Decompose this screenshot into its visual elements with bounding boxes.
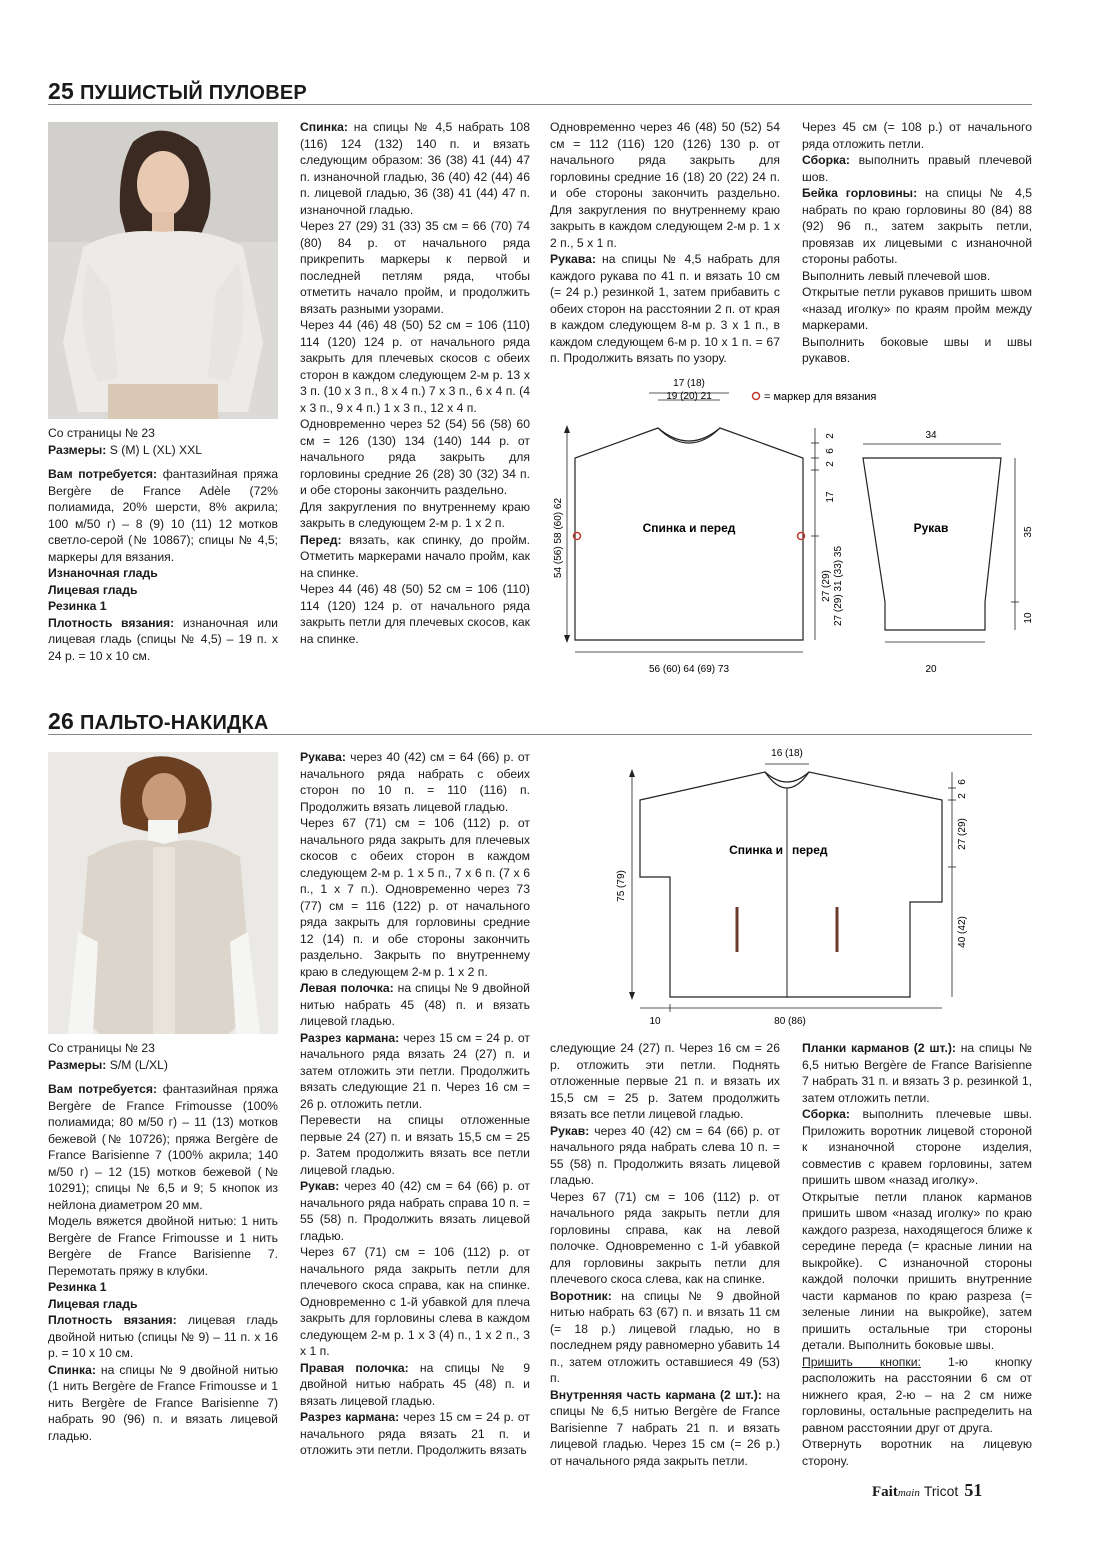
dim-right-2a: 2 [825,433,836,439]
brand-main: main [897,1487,920,1499]
materials-value: фантазийная пряжа Bergère de France Adèle (72% полиамида, 20% шерсти, 8% акрила; 100 м/50 г) – 8 (9) 10 (11) 12 мотков светло-серой (№ 10867); спицы № 4,5; маркеры для вязания. [48,467,278,564]
paragraph [550,1189,780,1288]
paragraph [300,1112,530,1178]
paragraph [300,317,530,416]
pullover-photo [48,122,278,419]
marker-legend-icon [753,393,760,400]
paragraph-label: Спинка: [300,120,348,134]
paragraph [300,1360,530,1410]
paragraph-text: вязать, как спинку, до пройм. Отметить маркерами начало пройм, как на спинке. [300,532,530,580]
paragraph [550,119,780,251]
pattern-25-number: 25 [48,78,74,104]
model-note: Модель вяжется двойной нитью: 1 нить Bergère de France Frimousse и 1 нить Bergère de France Barisienne 7. Перемотать пряжу в клубки. [48,1214,278,1278]
paragraph [300,416,530,499]
brand-fait: Fait [872,1484,898,1500]
sleeve-label: Рукав [913,521,949,535]
paragraph-text: Через 67 (71) см = 106 (112) р. от начального ряда закрыть петли для плечевого скоса справа, как на спинке. Одновременно с 1-й убавкой для плеча закрыть для горловины слева в каждом следующем 2-м р. 1 х 3 (4) п., 1 х 2 п., 3 х 1 п. [300,1245,530,1358]
body-label-a: Спинка и [729,843,783,857]
pattern-25-title [48,78,307,105]
paragraph-text: на спицы № 6,5 нитью Bergère de France Barisienne 7 набрать 21 п. и вязать лицевой гладью. Через 15 см (= 26 р.) от начального ряда закрыть петли. [550,1387,780,1468]
paragraph [550,1387,780,1470]
dim-sleeve-cuff: 10 [1023,612,1034,624]
dim-neck-top: 17 (18) [673,378,705,389]
sizes-line [48,1057,278,1074]
dim-neck-bottom: 19 (20) 21 [666,391,712,402]
dim-sleeve-top: 34 [925,430,937,441]
dim-right-27: 27 (29) [957,818,968,850]
paragraph-text: 1-ю кнопку расположить на расстоянии 6 см от нижнего края, 2-ю – на 2 см ниже горловины, остальные распределить на равном расстоянии друг от друга. [802,1354,1032,1435]
section-divider [48,734,1032,735]
paragraph [802,334,1032,367]
paragraph-label: Рукава: [550,252,596,266]
pattern-26-col3 [550,1040,780,1469]
stitch-name: Резинка 1 [48,599,107,613]
paragraph-text: через 40 (42) см = 64 (66) р. от начального ряда набрать справа 10 п. = 55 (58) п. Продолжить вязать лицевой гладью. [300,1179,530,1243]
paragraph-text: на спицы № 9 двойной нитью (1 нить Bergère de France Frimousse и 1 нить Bergère de France Barisienne 7) набрать 90 (96) п. и вязать лицевой гладью. [48,1362,278,1443]
paragraph [300,1030,530,1113]
dim-neck: 16 (18) [771,748,803,759]
sizes-value: S/M (L/XL) [106,1057,168,1072]
paragraph-text: Выполнить боковые швы и швы рукавов. [802,334,1032,365]
dim-right-2: 2 [957,793,968,799]
gauge-label: Плотность вязания: [48,615,175,630]
paragraph-text: через 40 (42) см = 64 (66) р. от начального ряда набрать с обеих сторон по 10 п. = 110 (116) п. Продолжить вязать лицевой гладью. [300,750,530,814]
pattern-25-col3 [550,119,780,367]
paragraph [300,532,530,582]
paragraph [802,284,1032,334]
paragraph-text: Перевести на спицы отложенные первые 24 (27) п. и вязать 15,5 см = 25 р. Затем продолжить вязать все петли лицевой гладью. [300,1113,530,1177]
dim-sleeve-height: 35 [1023,526,1034,538]
paragraph-text: выполнить плечевые швы. Приложить воротник лицевой стороной к изнаночной стороне изделия, совместив с кравем горловины, затем пришить швом «назад иголку». [802,1107,1032,1187]
pullover-photo-illustration [48,122,278,419]
dim-bottom-80: 80 (86) [774,1016,806,1027]
paragraph [300,218,530,317]
gauge-value: лицевая гладь двойной нитью (спицы № 9) – 11 п. х 16 р. = 10 х 10 см. [48,1313,278,1360]
stitch-name: Лицевая гладь [48,582,138,597]
section-divider [48,104,1032,105]
dim-sleeve-bottom: 20 [925,664,937,675]
pattern-26-intro [48,1040,278,1444]
paragraph-text: Через 67 (71) см = 106 (112) р. от начального ряда закрыть петли для горловины справа, как на левой полочке. Одновременно с 1-й убавкой для горловины закрыть петли для плечевого скоса слева, как на спинке. [550,1189,780,1286]
paragraph-text: Через 44 (46) 48 (50) 52 см = 106 (110) 114 (120) 124 р. от начального ряда закрыть для плечевых скосов с обеих сторон в каждом следующем 2-м р. 13 х 3 п. (10 х 3 п., 8 х 4 п.) 7 х 3 п., 6 х 4 п. (4 х 3 п., 9 х 4 п.) 1 х 3 п., 12 х 4 п. [300,318,530,415]
pullover-schematic [545,370,1045,685]
paragraph-label: Левая полочка: [300,981,394,995]
paragraph [300,119,530,218]
paragraph [300,815,530,980]
paragraph [802,1189,1032,1354]
paragraph [300,499,530,532]
paragraph-text: Одновременно через 46 (48) 50 (52) 54 см = 112 (116) 120 (126) 130 р. от начального ряда закрыть для горловины средние 16 (18) 20 (22) 24 п. и обе стороны закончить раздельно. Для закругления по внутреннему краю закрыть в каждом следующем 2-м р. 1 х 2 п., 5 х 1 п. [550,120,780,250]
coat-schematic [600,742,980,1032]
dim-bottom-10: 10 [649,1016,661,1027]
paragraph [300,980,530,1030]
body-label-b: перед [792,843,828,857]
paragraph-text: на спицы № 6,5 нитью Bergère de France Barisienne 7 набрать 31 п. и вязать 3 р. резинкой 1, затем отложить петли. [802,1041,1032,1105]
dim-right-17: 17 [825,491,836,503]
stitch-name: Изнаночная гладь [48,566,158,580]
paragraph-text: на спицы № 4,5 набрать 108 (116) 124 (132) 140 п. и вязать следующим образом: 36 (38) 41 (44) 47 п. изнаночной гладью, 36 (40) 42 (44) 46 п. лицевой гладью, 36 (38) 41 (44) 47 п. изнаночной гладью. [300,120,530,217]
paragraph-text: на спицы № 4,5 набрать по краю горловины 80 (84) 88 (92) 96 п., затем закрыть петли, провязав их лицевыми с изнаночной стороны работы. [802,186,1033,266]
paragraph-text: через 15 см = 24 р. от начального ряда вязать 24 (27) п. и затем отложить эти петли. Продолжить вязать следующие 21 п. Через 16 см = 26 р. отложить петли. [300,1030,530,1111]
coat-photo [48,752,278,1034]
body-label: Спинка и перед [642,521,736,535]
paragraph-label: Бейка горловины: [802,186,918,200]
pattern-26-number: 26 [48,708,74,734]
stitch-name: Лицевая гладь [48,1296,138,1311]
sizes-value: S (M) L (XL) XXL [106,442,203,457]
paragraph [802,185,1032,268]
materials-label: Вам потребуется: [48,1082,158,1096]
paragraph [300,1178,530,1244]
materials [48,466,278,565]
paragraph-label: Пришить кнопки: [802,1354,921,1369]
paragraph [802,1040,1032,1106]
paragraph-text: на спицы № 9 двойной нитью набрать 45 (48) п. и вязать лицевой гладью. [300,1360,530,1408]
brand-tricot: Tricot [923,1483,959,1499]
dim-height-total: 54 (56) 58 (60) 62 [553,497,564,579]
source-note: Со страницы № 23 [48,426,155,440]
paragraph-text: выполнить правый плечевой шов. [802,153,1032,184]
paragraph-text: Для закругления по внутреннему краю закрыть в следующем 2-м р. 1 х 2 п. [300,499,530,530]
sizes-label: Размеры: [48,442,107,457]
coat-photo-illustration [48,752,278,1034]
paragraph-text: через 15 см = 24 р. от начального ряда вязать 21 п. и отложить эти петли. Продолжить вязать [300,1410,530,1457]
paragraph [802,1354,1032,1437]
paragraph-text: Открытые петли рукавов пришить швом «назад иголку» по краям пройм между маркерами. [802,285,1032,332]
paragraph [300,1244,530,1360]
paragraph-label: Разрез кармана: [300,1410,400,1424]
paragraph [550,1123,780,1189]
paragraph [300,749,530,815]
gauge-label: Плотность вязания: [48,1313,177,1327]
dim-armhole-a: 27 (29) [821,570,832,602]
paragraph-text: Выполнить левый плечевой шов. [802,268,991,283]
paragraph-label: Разрез кармана: [300,1030,400,1045]
paragraph [802,119,1032,152]
stitch-name: Резинка 1 [48,1280,107,1294]
paragraph [300,1409,530,1459]
pattern-26-col2 [300,749,530,1459]
footer-brand [872,1480,982,1501]
paragraph-label: Рукав: [300,1179,340,1193]
paragraph-text: Открытые петли планок карманов пришить швом «назад иголку» по краю каждого разреза, находящегося ближе к середине переда (= красные линии на выкройке). С изнаночной стороны каждой полочки пришить внутренние части карманов по краю разреза (= зеленые линии на выкройке), затем пришить остальные три стороны детали. Выполнить боковые швы. [802,1189,1032,1352]
coat-outline [640,772,942,997]
pattern-25-intro [48,425,278,664]
paragraph-text: через 40 (42) см = 64 (66) р. от начального ряда набрать слева 10 п. = 55 (58) п. Продолжить вязать лицевой гладью. [550,1123,780,1187]
paragraph [550,1288,780,1387]
sizes-line [48,442,278,459]
gauge-value: изнаночная или лицевая гладь (спицы № 4,5) – 19 п. х 24 р. = 10 х 10 см. [48,615,278,663]
paragraph-label: Сборка: [802,153,850,167]
paragraph [802,268,1032,285]
paragraph-label: Рукава: [300,750,346,764]
pattern-26-title [48,708,269,735]
paragraph-label: Правая полочка: [300,1360,409,1375]
paragraph [300,581,530,647]
sizes-label: Размеры: [48,1057,107,1072]
paragraph-text: на спицы № 9 двойной нитью набрать 63 (67) п. и вязать 11 см (= 18 р.) лицевой гладью, но в последнем ряду равномерно убавить 14 п., затем отложить оставшиеся 49 (53) п. [550,1288,780,1385]
paragraph-text: Через 44 (46) 48 (50) 52 см = 106 (110) 114 (120) 124 р. от начального ряда закрыть петли для плечевых скосов, как на спинке. [300,582,530,646]
materials [48,1081,278,1213]
paragraph [48,1362,278,1445]
materials-value: фантазийная пряжа Bergère de France Frimousse (100% полиамида; 80 м/50 г) – 11 (13) мотков бежевой (№ 10726); пряжа Bergère de France Barisienne 7 (100% акрила; 140 м/50 г) – 12 (15) мотков бежевой (№ 10291); спицы № 6,5 и 9; 5 кнопок из нейлона диаметром 20 мм. [48,1082,278,1212]
dim-armhole: 27 (29) 31 (33) 35 [833,545,844,627]
paragraph [550,1040,780,1123]
paragraph-text: Отвернуть воротник на лицевую сторону. [802,1437,1032,1468]
dim-height-total: 75 (79) [616,870,627,902]
paragraph-label: Перед: [300,532,342,547]
paragraph-text: следующие 24 (27) п. Через 16 см = 26 р. отложить эти петли. Поднять отложенные первые 21 п. и вязать их 15,5 см = 25 р. Затем продолжить вязать все петли лицевой гладью. [550,1041,780,1121]
materials-label: Вам потребуется: [48,467,158,481]
paragraph-text: Одновременно через 52 (54) 56 (58) 60 см = 126 (130) 134 (140) 144 р. от начального ряда закрыть для горловины средние 26 (28) 30 (32) 34 п. и обе стороны закончить раздельно. [300,417,530,497]
dim-width: 56 (60) 64 (69) 73 [648,664,730,675]
pattern-25-col2 [300,119,530,647]
pattern-26-col4 [802,1040,1032,1469]
pattern-25-col4 [802,119,1032,367]
paragraph [802,1106,1032,1189]
page-number: 51 [964,1480,983,1500]
pattern-26-title-text: ПАЛЬТО-НАКИДКА [79,712,269,734]
paragraph-text: Через 45 см (= 108 р.) от начального ряда отложить петли. [802,120,1032,151]
paragraph-label: Внутренняя часть кармана (2 шт.): [550,1387,762,1402]
source-note: Со страницы № 23 [48,1041,155,1055]
dim-right-6: 6 [957,779,968,785]
paragraph-text: Через 27 (29) 31 (33) 35 см = 66 (70) 74 (80) 84 р. от начального ряда прикрепить маркеры к первой и последней петлям ряда, чтобы отметить начало пройм, и продолжить вязать разными узорами. [300,219,530,316]
paragraph-text: на спицы № 9 двойной нитью набрать 45 (48) п. и вязать лицевой гладью. [300,981,530,1028]
paragraph-label: Рукав: [550,1123,590,1138]
paragraph [802,1436,1032,1469]
paragraph-label: Спинка: [48,1362,96,1377]
paragraph-label: Сборка: [802,1107,850,1121]
paragraph [802,152,1032,185]
paragraph-label: Планки карманов (2 шт.): [802,1041,956,1055]
neck-arc [765,772,809,788]
paragraph [550,251,780,367]
pattern-25-title-text: ПУШИСТЫЙ ПУЛОВЕР [79,82,307,104]
dim-right-40: 40 (42) [957,916,968,948]
sleeve-outline [863,458,1001,630]
dim-right-6: 6 [825,448,836,454]
marker-legend: = маркер для вязания [764,391,877,403]
paragraph-text: на спицы № 4,5 набрать для каждого рукава по 41 п. и вязать 10 см (= 24 р.) резинкой 1, затем прибавить с обеих сторон на расстоянии 2 п. от края в каждом следующем 8-м р. 3 х 1 п., в каждом следующем 6-м р. 10 х 1 п. = 67 п. Продолжить вязать по узору. [550,252,780,365]
dim-right-2b: 2 [825,461,836,467]
gauge [48,1312,278,1362]
paragraph-label: Воротник: [550,1288,612,1303]
gauge [48,615,278,665]
neck-arc [658,428,720,441]
paragraph-text: Через 67 (71) см = 106 (112) р. от начального ряда закрыть для плечевых скосов с обеих сторон в каждом следующем 2-м р. 1 х 5 п., 7 х 6 п. (7 х 6 п., 1 х 7 п.). Одновременно через 73 (77) см = 116 (122) р. от начального ряда закрыть для горловины средние 12 (14) п. и обе стороны закончить раздельно. Закрыть по внутреннему краю в следующем 2-м р. 1 х 2 п. [300,816,530,979]
